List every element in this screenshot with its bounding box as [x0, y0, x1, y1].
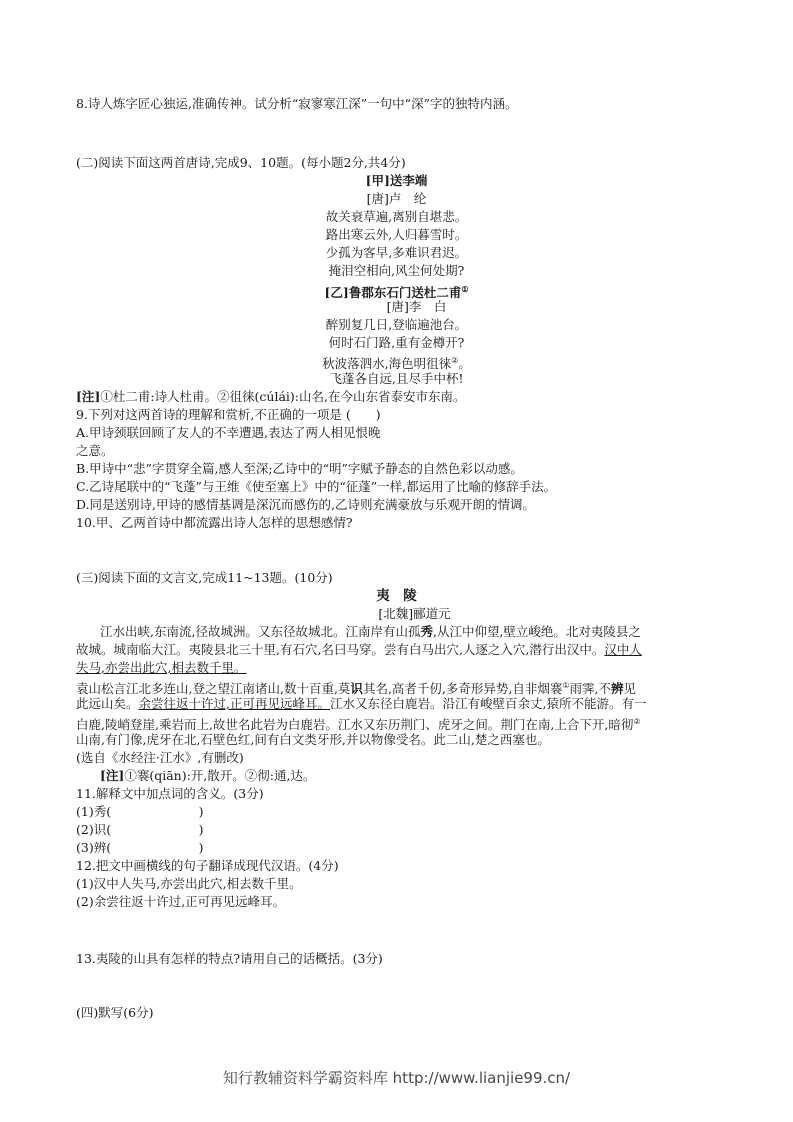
- passage-line: [76, 641, 642, 659]
- dotted-word-bian: 辨: [611, 681, 624, 697]
- q9-option-d: D.同是送别诗,甲诗的感情基调是深沉而感伤的,乙诗则充满豪放与乐观开朗的情调。: [76, 497, 535, 512]
- poem-b-line-note: ②: [451, 356, 459, 365]
- poem-b-line: 何时石门路,重有金樽开?: [328, 335, 465, 350]
- passage-text: 见: [623, 681, 637, 697]
- question-8: 8.诗人炼字匠心独运,准确传神。试分析“寂寥寒江深”一句中“深”字的独特内涵。: [76, 96, 518, 111]
- q11-item: (1)秀( ): [76, 804, 204, 819]
- poem-b-author: [唐]李 白: [386, 299, 447, 314]
- note-label: [注]: [100, 768, 125, 783]
- section-4-heading: (四)默写(6分): [76, 1005, 154, 1020]
- poem-b-title-text: [乙]鲁郡东石门送杜二甫: [324, 285, 462, 301]
- poem-b-line-end: 。: [458, 356, 471, 372]
- passage-text: 此远山矣。: [76, 696, 139, 711]
- poem-a-line: 路出寒云外,人归暮雪时。: [325, 227, 468, 242]
- note-text: ①杜二甫:诗人杜甫。②徂徕(cúlái):山名,在今山东省泰安市东南。: [100, 389, 466, 404]
- note-label: [注]: [76, 389, 101, 404]
- underlined-sentence-1: 汉中人: [604, 642, 642, 657]
- poem-b-line: 飞蓬各自远,且尽手中杯!: [329, 371, 464, 386]
- q11-item: (2)识( ): [76, 822, 204, 837]
- note-text: ①褰(qiān):开,散开。②彻:通,达。: [124, 768, 316, 783]
- dotted-word-shi: 识: [350, 681, 363, 697]
- q9-option-b: B.甲诗中“悲”字贯穿全篇,感人至深;乙诗中的“明”字赋予静态的自然色彩以动感。: [76, 461, 523, 476]
- question-9: 9.下列对这两首诗的理解和赏析,不正确的一项是 ( ): [76, 407, 381, 422]
- underlined-sentence-2: 余尝往返十许过,正可再见远峰耳。: [138, 696, 330, 711]
- poem-b-line-text: 秋波落泗水,海色明徂徕: [322, 356, 452, 372]
- poem-a-line: 掩泪空相向,风尘何处期?: [328, 263, 465, 278]
- section-3-heading: (三)阅读下面的文言文,完成11~13题。(10分): [76, 570, 333, 585]
- passage-source: (选自《水经注·江水》,有删改): [76, 750, 244, 765]
- passage-line: [100, 623, 641, 641]
- passage-text: 江水出峡,东南流,径故城洲。又东径故城北。江南岸有山孤: [100, 624, 421, 639]
- poem-a-title: [甲]送李端: [365, 173, 428, 188]
- question-13: 13.夷陵的山具有怎样的特点?请用自己的话概括。(3分): [76, 951, 383, 966]
- passage-text: 袁山松言江北多连山,登之望江南诸山,数十百重,莫: [76, 681, 351, 697]
- q9-option-a: A.甲诗颈联回顾了友人的不幸遭遇,表达了两人相见恨晚: [76, 425, 381, 440]
- question-11: 11.解释文中加点词的含义。(3分): [76, 786, 264, 801]
- note-marker: ①: [562, 681, 570, 690]
- poem-a-line: 故关衰草遍,离别自堪悲。: [325, 209, 468, 224]
- passage-text: 其名,高者千仞,多奇形异势,自非烟褰: [362, 681, 563, 697]
- sec2-note: [76, 388, 466, 406]
- passage-text: 江水又东径白鹿岩。沿江有峻壁百余丈,猿所不能游。有一: [330, 696, 647, 711]
- passage-text: 白鹿,陵峭登崖,乘岩而上,故世名此岩为白鹿岩。江水又东历荆门、虎牙之间。荆门在南,上合下开,暗彻: [76, 717, 634, 733]
- q11-item: (3)辨( ): [76, 840, 204, 855]
- section-2-heading: (二)阅读下面这两首唐诗,完成9、10题。(每小题2分,共4分): [76, 155, 406, 170]
- q12-item: (1)汉中人失马,亦尝出此穴,相去数千里。: [76, 876, 302, 891]
- passage-text: ,从江中仰望,壁立峻绝。北对夷陵县之: [432, 624, 641, 639]
- footer-watermark: 知行教辅资料学霸资料库 http://www.lianjie99.cn/: [222, 1069, 571, 1087]
- question-12: 12.把文中画横线的句子翻译成现代汉语。(4分): [76, 858, 339, 873]
- poem-a-author: [唐]卢 纶: [366, 191, 427, 206]
- poem-b-title-note: ①: [461, 284, 469, 294]
- poem-b-line: 醉别复几日,登临遍池台。: [325, 317, 468, 332]
- passage-text: 故城。城南临大江。夷陵县北三十里,有石穴,名曰马穿。尝有白马出穴,人逐之入穴,潜行出汉中。: [76, 642, 605, 657]
- q12-item: (2)余尝往返十许过,正可再见远峰耳。: [76, 894, 286, 909]
- dotted-word-xiu: 秀: [420, 624, 433, 639]
- passage-line: 山南,有门像,虎牙在北,石壁色红,间有白文类牙形,并以物像受名。此二山,楚之西塞也。: [76, 732, 550, 747]
- q9-option-a-cont: 之意。: [76, 443, 114, 458]
- passage-text: 雨霁,不: [569, 681, 612, 697]
- passage-author: [北魏]郦道元: [378, 606, 451, 621]
- passage-title: 夷 陵: [376, 588, 417, 604]
- q9-option-c: C.乙诗尾联中的“飞蓬”与王维《使至塞上》中的“征蓬”一样,都运用了比喻的修辞手法。: [76, 479, 557, 494]
- sec3-note: [100, 767, 315, 785]
- passage-line: [76, 695, 646, 713]
- note-marker: ②: [633, 717, 641, 726]
- passage-line: 失马,亦尝出此穴,相去数千里。: [76, 660, 247, 675]
- poem-a-line: 少孤为客早,多难识君迟。: [325, 245, 468, 260]
- question-10: 10.甲、乙两首诗中都流露出诗人怎样的思想感情?: [76, 515, 353, 530]
